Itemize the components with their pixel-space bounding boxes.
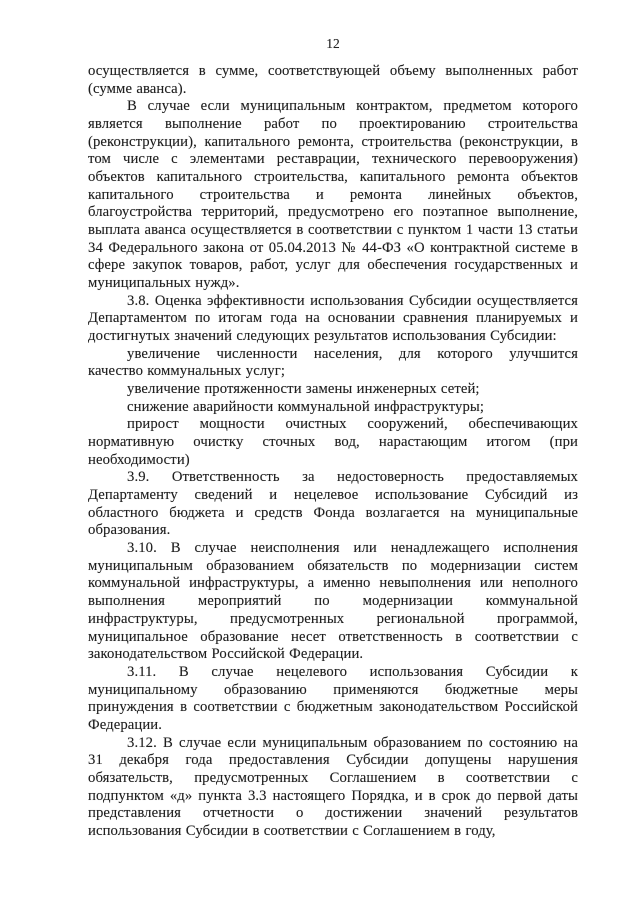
text-line: муниципальное образование несет ответственность в соответствии с (88, 628, 578, 645)
text-line: представления отчетности о достижении значений результатов (88, 805, 578, 822)
text-line: выполнения мероприятий по модернизации коммунальной (88, 593, 578, 610)
text-line: обязательств, предусмотренных Соглашением в соответствии с (88, 769, 578, 786)
text-line: муниципальных нужд». (88, 275, 240, 292)
text-line: 3.10. В случае неисполнения или ненадлежащего исполнения (127, 540, 578, 557)
text-line: капитального строительства и ремонта линейных объектов, (88, 186, 578, 203)
paragraph (88, 63, 578, 98)
paragraph (88, 381, 578, 399)
text-line: областного бюджета и средств Фонда возлагается на муниципальные (88, 504, 578, 521)
text-line: сфере закупок товаров, работ, услуг для обеспечения государственных и (88, 257, 578, 274)
paragraph (88, 469, 578, 540)
text-line: Федерации. (88, 716, 163, 733)
text-line: 31 декабря года предоставления Субсидии допущены нарушения (88, 752, 578, 769)
text-line: снижение аварийности коммунальной инфраструктуры; (127, 398, 485, 415)
text-line: том числе с элементами реставрации, технического перевооружения) (88, 151, 578, 168)
text-line: увеличение протяженности замены инженерных сетей; (127, 381, 480, 398)
text-line: муниципальным образованием обязательств по модернизации систем (88, 557, 578, 574)
text-line: Департаментом по итогам года на основании сравнения планируемых и (88, 310, 578, 327)
text-line: образования. (88, 522, 171, 539)
paragraph (88, 540, 578, 664)
text-line: выплата аванса осуществляется в соответствии с пунктом 1 части 13 статьи (88, 222, 578, 239)
text-line: 3.11. В случае нецелевого использования Субсидии к (127, 663, 578, 680)
paragraph (88, 416, 578, 469)
paragraph (88, 399, 578, 417)
text-line: законодательством Российской Федерации. (88, 646, 364, 663)
text-line: 3.12. В случае если муниципальным образованием по состоянию на (127, 734, 578, 751)
text-line: увеличение численности населения, для которого улучшится (127, 345, 578, 362)
text-line: 3.9. Ответственность за недостоверность предоставляемых (127, 469, 578, 486)
text-line: (реконструкции), капитального ремонта, строительства (реконструкции, в (88, 133, 578, 150)
text-line: осуществляется в сумме, соответствующей объему выполненных работ (88, 63, 578, 79)
text-line: необходимости) (88, 451, 190, 468)
text-line: (сумме аванса). (88, 80, 187, 97)
text-line: достигнутых значений следующих результатов использования Субсидии: (88, 328, 557, 345)
page-number: 12 (326, 36, 340, 51)
text-line: благоустройства территорий, предусмотрено его поэтапное выполнение, (88, 204, 578, 221)
paragraph (88, 346, 578, 381)
paragraph (88, 98, 578, 292)
text-line: является выполнение работ по проектированию строительства (88, 116, 578, 133)
text-line: В случае если муниципальным контрактом, предметом которого (127, 98, 578, 115)
document-body (88, 63, 578, 841)
text-line: использования Субсидии в соответствии с Соглашением в году, (88, 822, 496, 839)
text-line: объектов капитального строительства, капитального ремонта объектов (88, 169, 578, 186)
text-line: качество коммунальных услуг; (88, 363, 286, 380)
paragraph (88, 664, 578, 735)
text-line: инфраструктуры, предусмотренных региональной программой, (88, 610, 578, 627)
text-line: прирост мощности очистных сооружений, обеспечивающих (127, 416, 578, 433)
text-line: 3.8. Оценка эффективности использования Субсидии осуществляется (127, 292, 578, 309)
text-line: нормативную очистку сточных вод, нарастающим итогом (при (88, 434, 578, 451)
text-line: подпунктом «д» пункта 3.3 настоящего Порядка, и в срок до первой даты (88, 787, 578, 804)
paragraph (88, 293, 578, 346)
text-line: коммунальной инфраструктуры, а именно невыполнения или неполного (88, 575, 578, 592)
text-line: принуждения в соответствии с бюджетным законодательством Российской (88, 699, 578, 716)
paragraph (88, 735, 578, 841)
text-line: 34 Федерального закона от 05.04.2013 № 44-ФЗ «О контрактной системе в (88, 239, 578, 256)
text-line: муниципальному образованию применяются бюджетные меры (88, 681, 578, 698)
text-line: Департаменту сведений и нецелевое использование Субсидий из (88, 487, 578, 504)
